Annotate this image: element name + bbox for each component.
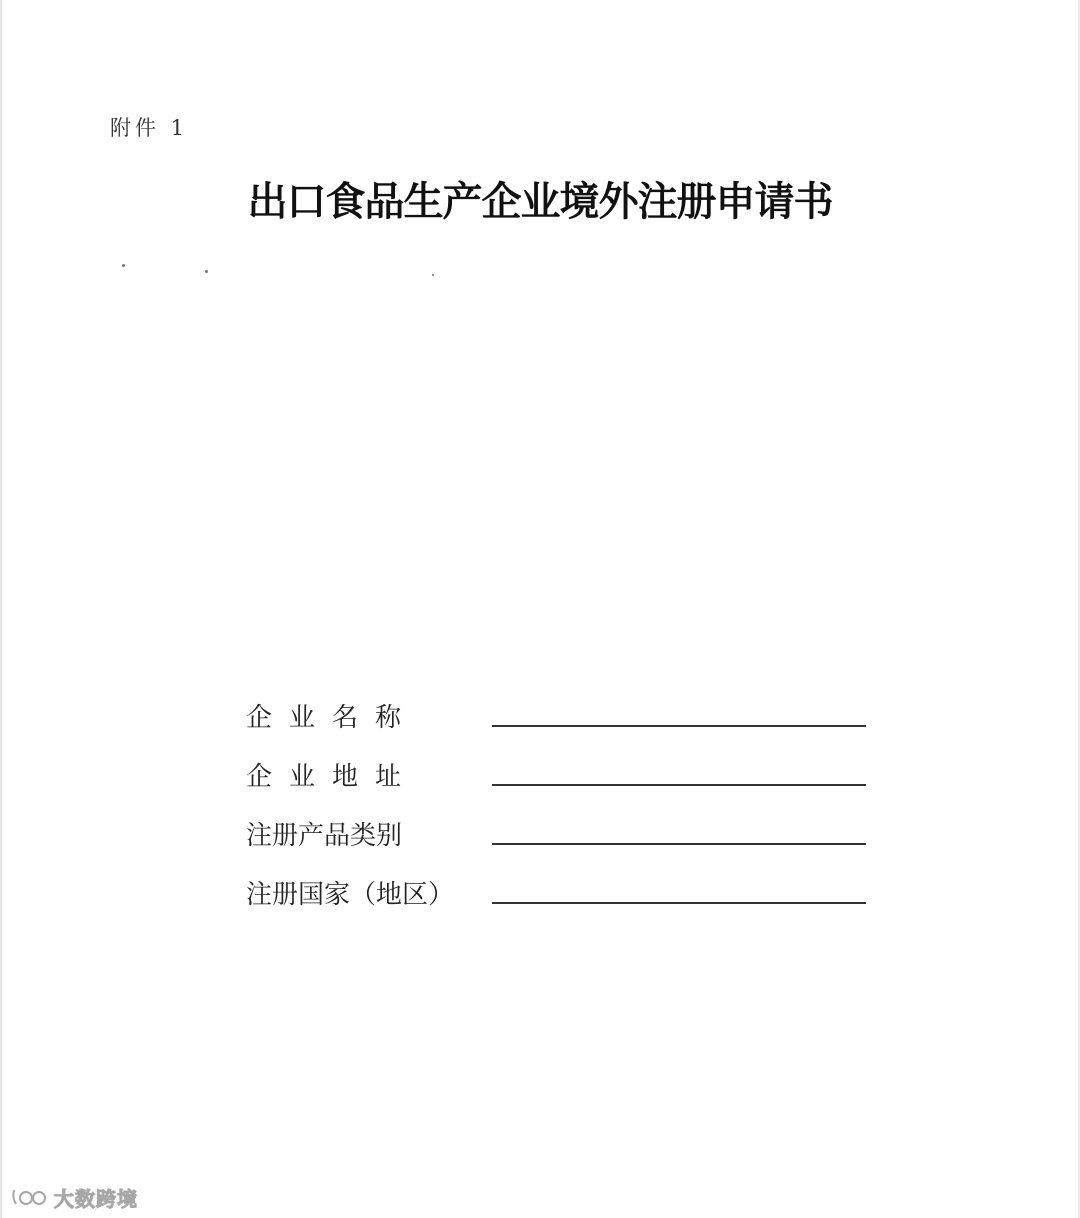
watermark [10,1183,138,1212]
company-name-field[interactable] [492,725,866,727]
registration-country-field[interactable] [492,902,866,904]
company-address-label: 企业地址 [246,762,419,792]
form-row-company-name [246,695,876,754]
document-title: 出口食品生产企业境外注册申请书 [247,179,833,225]
scan-speck [122,264,125,267]
attachment-label: 附件 1 [110,116,189,140]
watermark-text: 大数跨境 [54,1187,138,1211]
registration-country-label: 注册国家（地区） [246,880,455,910]
infinity-logo-icon [10,1186,50,1210]
form-row-product-category [246,813,876,872]
scan-speck [205,270,208,273]
product-category-field[interactable] [492,843,866,845]
company-address-field[interactable] [492,784,866,786]
application-form [246,695,876,931]
product-category-label: 注册产品类别 [246,821,403,851]
scan-speck [432,274,434,276]
form-row-registration-country [246,872,876,931]
form-row-company-address [246,754,876,813]
company-name-label: 企业名称 [246,703,419,733]
